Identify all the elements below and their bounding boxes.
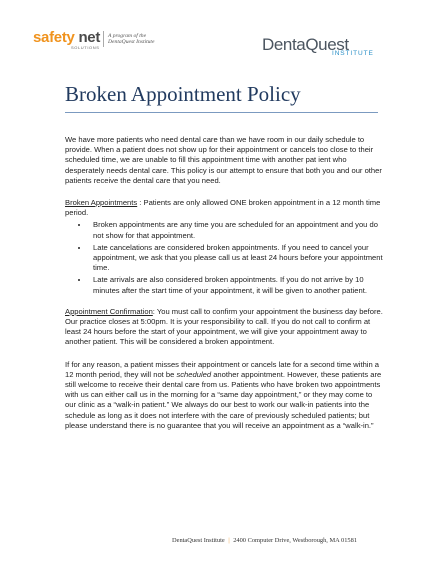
dentaquest-wordmark: DentaQuest <box>262 35 349 54</box>
letterhead <box>0 0 440 70</box>
confirmation-label: Appointment Confirmation <box>65 306 153 316</box>
dentaquest-institute: INSTITUTE <box>332 50 374 57</box>
safety-net-wordmark <box>33 30 100 46</box>
second-offense-part-2: another appointment. However, these patients are still welcome to receive their dental care from us. Patients who have broken two appointments with us can either call us in the morning for a “same day appointment,” or they may come to our clinic as a “walk-in patient.” We always do our best to work our walk-in patients into the schedule as long as it does not interfere with the care of previously scheduled patients; but please understand there is no guarantee that you will receive an appointment as a “walk-in.” <box>65 369 382 430</box>
second-offense-paragraph <box>65 360 385 431</box>
footer-separator: | <box>228 537 230 544</box>
list-item: • Broken appointments are any time you are scheduled for an appointment and you do not show for that appointment. <box>89 220 385 240</box>
second-offense-part-1: If for any reason, a patient misses their appointment or cancels late for a second time within a 12 month period, they will not be <box>65 359 380 379</box>
tagline-line-2: DentaQuest Institute <box>108 39 155 46</box>
broken-appointments-paragraph <box>65 198 385 218</box>
list-item: • Late arrivals are also considered broken appointments. If you do not arrive by 10 minutes after the start time of your appointment, it will be given to another patient. <box>89 275 385 295</box>
tagline-line-1: A program of the <box>108 33 147 39</box>
broken-appointments-label: Broken Appointments <box>65 198 138 208</box>
logo-divider <box>103 31 104 47</box>
confirmation-paragraph <box>65 307 385 348</box>
footer-address <box>172 537 357 544</box>
program-tagline <box>108 33 154 46</box>
page-title: Broken Appointment Policy <box>65 82 301 106</box>
dentaquest-logo <box>262 35 374 57</box>
safety-net-word-net: net <box>78 29 101 46</box>
policy-body <box>65 135 385 431</box>
scheduled-emphasis: scheduled <box>176 369 212 379</box>
confirmation-text: : You must call to confirm your appointment the business day before. Our practice closes at 5:00pm. It is your responsibility to call. If you do not call to confirm at least 24 hours before the start of your appointment, we will give your appointment away to another patient. This will be considered a broken appointment. <box>65 306 383 347</box>
safety-net-solutions: SOLUTIONS <box>71 45 100 50</box>
intro-paragraph: We have more patients who need dental care than we have room in our daily schedule to provide. When a patient does not show up for their appointment or cancels too close to their scheduled time, we are unable to fill this appointment time with another pat ient who desperately needs dental care. This policy is our attempt to ensure that both you and our other patients receive the dental care that you need. <box>65 135 382 185</box>
broken-appointments-list <box>65 220 385 295</box>
safety-net-word-safety: safety <box>33 29 75 46</box>
broken-appointments-text: : Patients are only allowed ONE broken appointment in a 12 month time period. <box>65 198 381 218</box>
title-rule <box>65 112 378 113</box>
list-item: • Late cancelations are considered broken appointments. If you need to cancel your appointment, we ask that you please call us at least 24 hours before your appointment time. <box>89 243 385 274</box>
footer-street: 2400 Computer Drive, Westborough, MA 01581 <box>233 537 358 544</box>
footer-org: DentaQuest Institute <box>172 537 225 544</box>
